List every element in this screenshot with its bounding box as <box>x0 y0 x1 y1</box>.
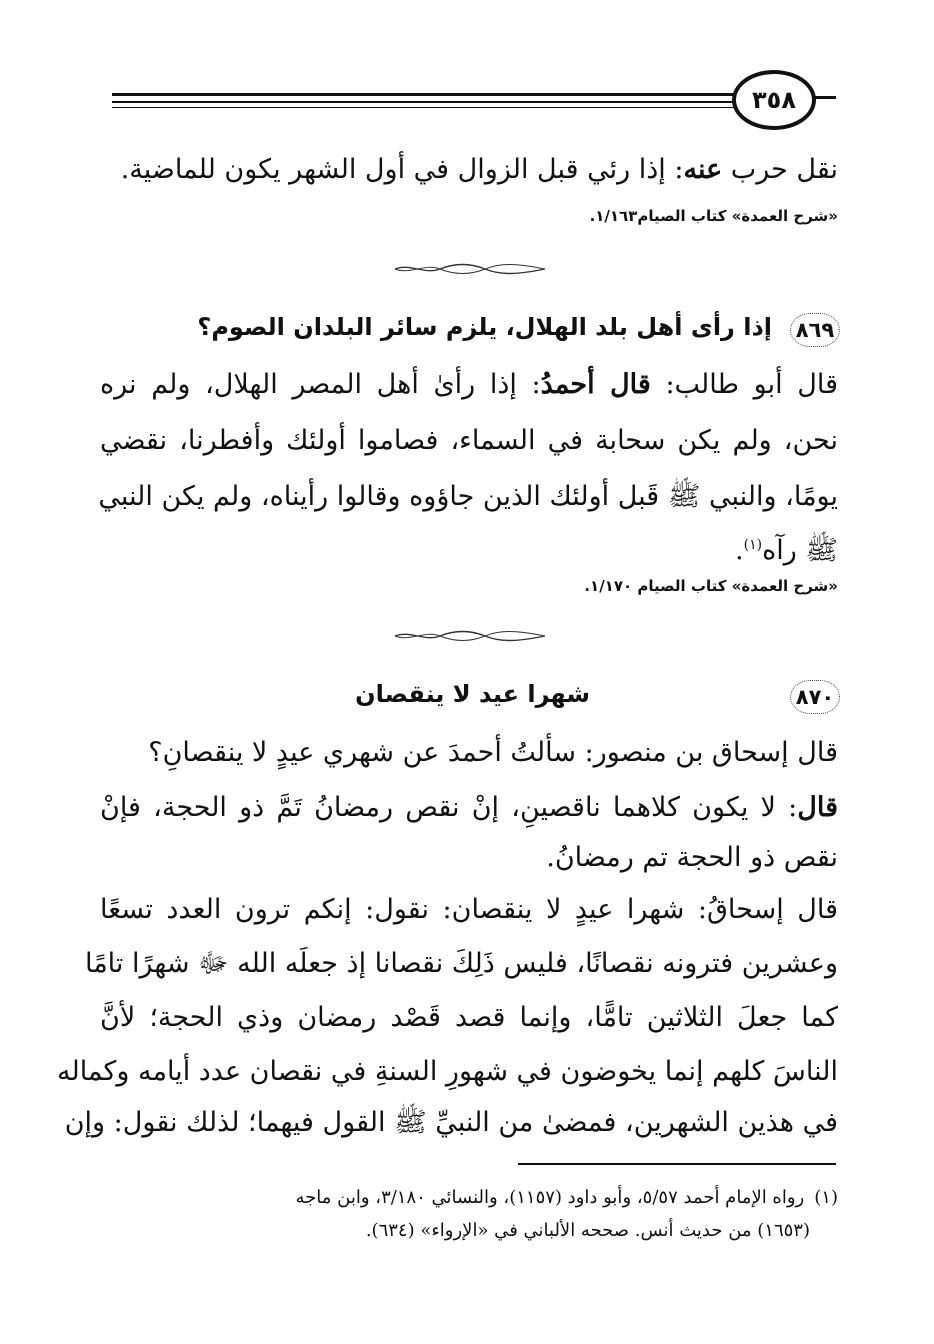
footnote-line: (١٦٥٣) من حديث أنس. صححه الألباني في «الإرواء» (٦٣٤). <box>365 1220 810 1241</box>
page-number: ٣٥٨ <box>732 70 816 130</box>
citation: «شرح العمدة» كتاب الصيام ١/١٧٠. <box>584 577 838 595</box>
paragraph-line: قال أبو طالب: قال أحمدُ: إذا رأىٰ أهل المصر الهلال، ولم نره <box>100 369 839 400</box>
entry-number-badge: ٨٦٩ <box>790 313 840 347</box>
paragraph-line: نحن، ولم يكن سحابة في السماء، فصاموا أولئك وأفطرنا، نقضي <box>100 425 838 456</box>
footnote-rule <box>518 1163 836 1165</box>
paragraph-line: كما جعلَ الثلاثين تامًّا، وإنما قصد قَصْد رمضان وذي الحجة؛ لأنَّ <box>100 1002 838 1033</box>
paragraph-line: قال: لا يكون كلاهما ناقصينِ، إنْ نقص رمضانُ تَمَّ ذو الحجة، فإنْ <box>100 792 838 823</box>
footnote-ref[interactable]: (١) <box>743 537 763 553</box>
entry-title: شهرا عيد لا ينقصان <box>355 680 590 708</box>
paragraph-line: يومًا، والنبي ﷺ قَبل أولئك الذين جاؤوه وقالوا رأيناه، ولم يكن النبي <box>98 481 838 512</box>
ornament-divider <box>390 630 550 642</box>
paragraph-line: نقل حرب عنه: إذا رئي قبل الزوال في أول الشهر يكون للماضية. <box>120 154 838 185</box>
paragraph-line: قال إسحاق بن منصور: سألتُ أحمدَ عن شهري عيدٍ لا ينقصانِ؟ <box>148 737 838 768</box>
paragraph-line: نقص ذو الحجة تم رمضانُ. <box>546 842 838 873</box>
paragraph-line: الناسَ كلهم إنما يخوضون في شهورِ السنةِ في نقصان عدد أيامه وكماله <box>57 1056 838 1087</box>
header-rule <box>112 101 742 103</box>
citation: «شرح العمدة» كتاب الصيام١/١٦٣. <box>589 207 838 225</box>
footnote-number: (١) <box>814 1187 838 1208</box>
paragraph-line: في هذين الشهرين، فمضىٰ من النبيِّ ﷺ القول فيهما؛ لذلك نقول: وإن <box>64 1107 838 1138</box>
entry-title: إذا رأى أهل بلد الهلال، يلزم سائر البلدان الصوم؟ <box>197 313 772 341</box>
header-rule <box>112 93 742 96</box>
ornament-divider <box>390 263 550 275</box>
paragraph-line: ﷺ رآه$^{(١)}$. <box>735 535 838 566</box>
header-rule <box>112 107 742 108</box>
paragraph-line: قال إسحاقُ: شهرا عيدٍ لا ينقصان: نقول: إنكم ترون العدد تسعًا <box>100 894 838 925</box>
footnote-line: (١)رواه الإمام أحمد ٥/٥٧، وأبو داود (١١٥٧)، والنسائي ٣/١٨٠، وابن ماجه <box>100 1183 838 1213</box>
entry-number-badge: ٨٧٠ <box>790 680 840 714</box>
paragraph-line: وعشرين فترونه نقصانًا، فليس ذَلِكَ نقصانا إذ جعلَه الله ﷻ شهرًا تامًا <box>84 948 838 979</box>
